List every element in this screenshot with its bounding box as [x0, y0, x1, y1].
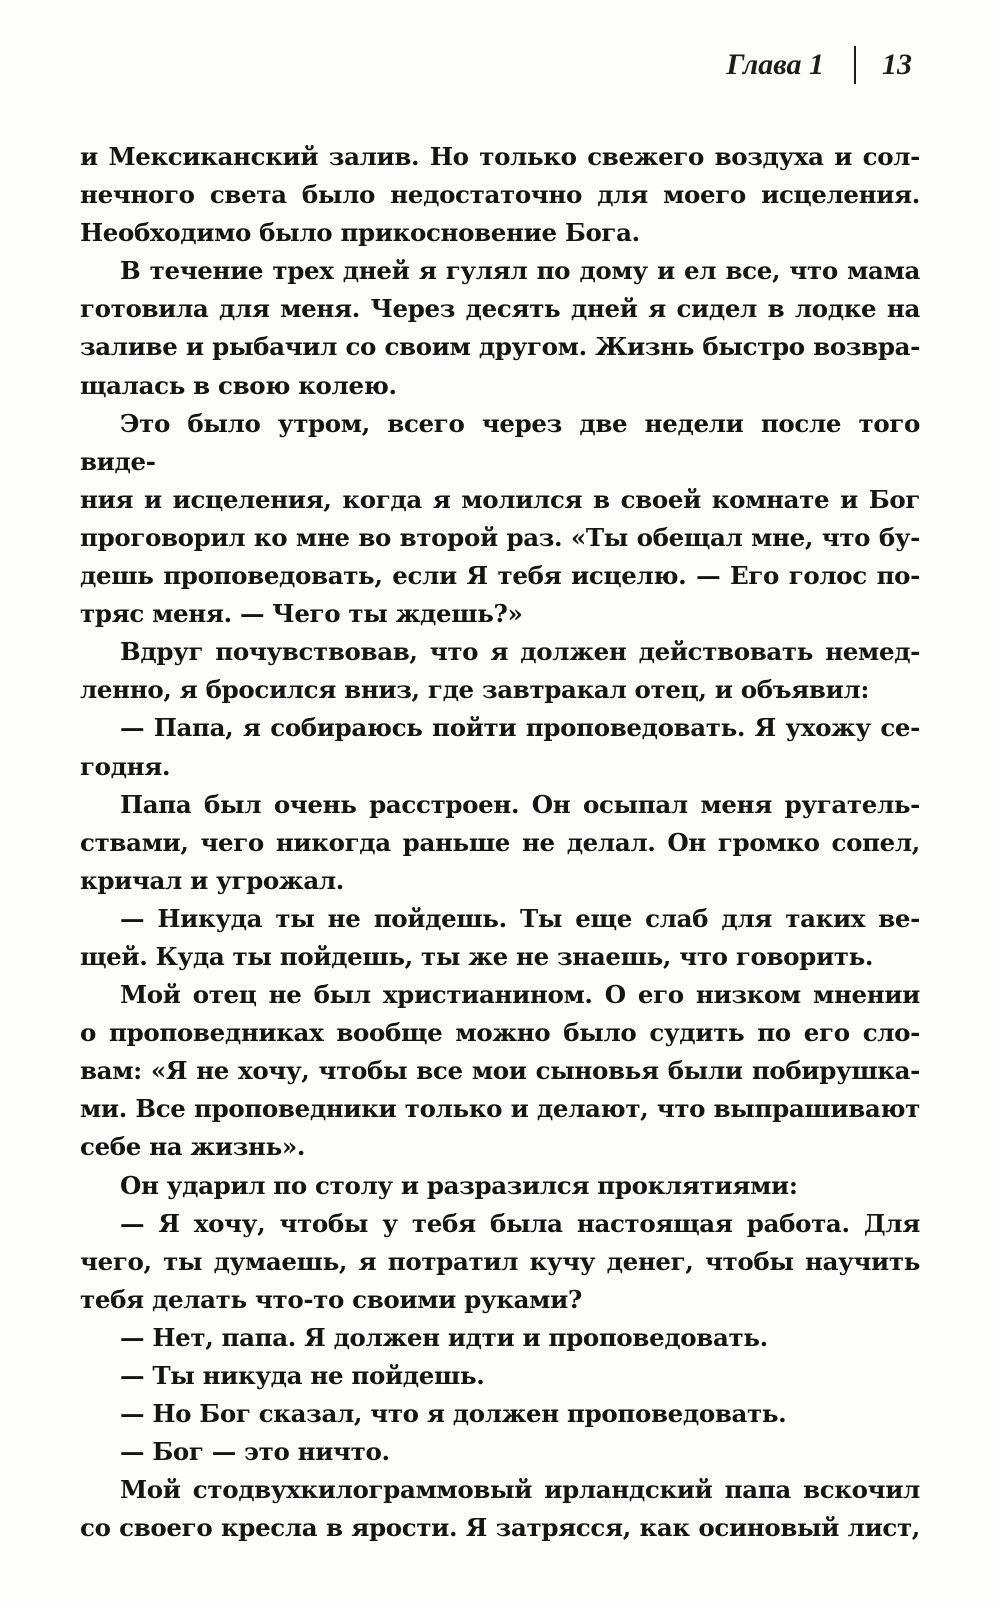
paragraph [80, 976, 920, 1166]
paragraph [80, 900, 920, 976]
text-line: тебя делать что-то своими руками? [80, 1284, 582, 1314]
text-line: ми. Все проповедники только и делают, что выпрашивают [80, 1094, 920, 1124]
text-line: Вдруг почувствовав, что я должен действовать немед- [120, 637, 920, 667]
text-line: со своего кресла в ярости. Я затрясся, как осиновый лист, [80, 1513, 920, 1543]
paragraph [80, 1471, 920, 1547]
page-number: 13 [882, 48, 912, 81]
paragraph [80, 1167, 920, 1205]
chapter-title: Глава 1 [726, 48, 824, 81]
header-separator [854, 46, 856, 84]
text-line: — Никуда ты не пойдешь. Ты еще слаб для таких ве- [120, 903, 920, 933]
text-line: Необходимо было прикосновение Бога. [80, 218, 640, 248]
text-line: Мой стодвухкилограммовый ирландский папа вскочил [120, 1475, 920, 1505]
text-line: — Ты никуда не пойдешь. [120, 1361, 485, 1390]
paragraph [80, 138, 920, 252]
text-line: Это было утром, всего через две недели после того виде- [80, 408, 920, 476]
text-line: годня. [80, 751, 171, 781]
paragraph [80, 1205, 920, 1319]
running-head [726, 46, 912, 84]
body-text [80, 138, 920, 1547]
text-line: ствами, чего никогда раньше не делал. Он громко сопел, [80, 827, 920, 857]
text-line: вам: «Я не хочу, чтобы все мои сыновья были побирушка- [80, 1056, 920, 1086]
text-line: — Бог — это ничто. [120, 1437, 390, 1467]
text-line: ленно, я бросился вниз, где завтракал отец, и объявил: [80, 675, 870, 705]
paragraph [80, 633, 920, 709]
text-line: дешь проповедовать, если Я тебя исцелю. — Его голос по- [80, 561, 920, 591]
text-line: — Я хочу, чтобы у тебя была настоящая работа. Для [120, 1208, 920, 1238]
text-line: чего, ты думаешь, я потратил кучу денег, чтобы научить [80, 1246, 920, 1276]
text-line: и Мексиканский залив. Но только свежего воздуха и сол- [80, 142, 920, 171]
text-line: — Папа, я собираюсь пойти проповедовать. Я ухожу се- [120, 713, 920, 743]
paragraph [80, 1319, 920, 1357]
text-line: о проповедниках вообще можно было судить по его сло- [80, 1018, 920, 1048]
text-line: щалась в свою колею. [80, 370, 397, 400]
text-line: проговорил ко мне во второй раз. «Ты обещал мне, что бу- [80, 522, 920, 552]
paragraph [80, 786, 920, 900]
text-line: В течение трех дней я гулял по дому и ел все, что мама [120, 256, 920, 286]
text-line: себе на жизнь». [80, 1132, 305, 1162]
text-line: Он ударил по столу и разразился проклятиями: [120, 1170, 798, 1200]
text-line: щей. Куда ты пойдешь, ты же не знаешь, что говорить. [80, 941, 874, 971]
text-line: кричал и угрожал. [80, 865, 344, 895]
text-line: — Но Бог сказал, что я должен проповедовать. [120, 1399, 787, 1429]
text-line: нечного света было недостаточно для моего исцеления. [80, 180, 920, 210]
text-line: заливе и рыбачил со своим другом. Жизнь быстро возвра- [80, 332, 920, 362]
text-line: ния и исцеления, когда я молился в своей комнате и Бог [80, 484, 920, 514]
paragraph [80, 1395, 920, 1433]
paragraph [80, 405, 920, 634]
paragraph [80, 709, 920, 785]
text-line: Мой отец не был христианином. О его низком мнении [120, 980, 920, 1010]
paragraph [80, 1433, 920, 1471]
paragraph [80, 1357, 920, 1395]
text-line: — Нет, папа. Я должен идти и проповедовать. [120, 1322, 768, 1352]
text-line: Папа был очень расстроен. Он осыпал меня ругатель- [120, 789, 920, 819]
text-line: тряс меня. — Чего ты ждешь?» [80, 599, 523, 629]
paragraph [80, 252, 920, 404]
text-line: готовила для меня. Через десять дней я сидел в лодке на [80, 294, 920, 324]
